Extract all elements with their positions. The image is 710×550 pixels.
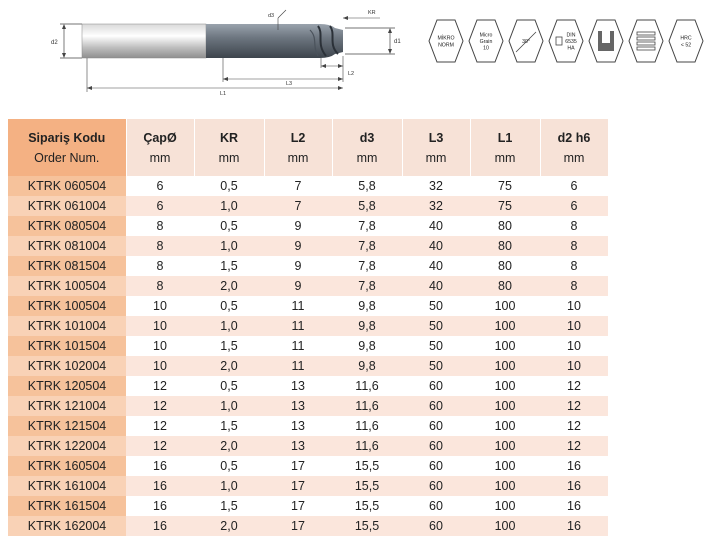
cell-d3: 9,8 [332, 336, 402, 356]
cell-d2-h6: 16 [540, 496, 608, 516]
cell-d3: 5,8 [332, 176, 402, 196]
cell-l1: 100 [470, 376, 540, 396]
header-d3 [332, 119, 402, 176]
cell-l1: 100 [470, 336, 540, 356]
cell-diameter: 8 [126, 256, 194, 276]
kr-dimension [343, 10, 380, 20]
header-order-code [8, 119, 126, 176]
cell-kr: 2,0 [194, 436, 264, 456]
helix-30-text: 30° [522, 39, 530, 45]
table-row [8, 396, 608, 416]
micro-grain-icon [468, 18, 504, 64]
table-row [8, 276, 608, 296]
d1-label: d1 [394, 39, 401, 45]
cell-diameter: 10 [126, 336, 194, 356]
cell-l3: 60 [402, 516, 470, 536]
cell-kr: 0,5 [194, 296, 264, 316]
cell-kr: 0,5 [194, 216, 264, 236]
coating-layers-icon [628, 18, 664, 64]
cell-d2-h6: 8 [540, 276, 608, 296]
cell-kr: 1,0 [194, 196, 264, 216]
cell-d3: 15,5 [332, 456, 402, 476]
material-icon [588, 18, 624, 64]
cell-l1: 100 [470, 476, 540, 496]
cell-l2: 9 [264, 276, 332, 296]
cell-l3: 50 [402, 296, 470, 316]
d2-label: d2 [51, 40, 58, 46]
tool-drawing [0, 0, 420, 105]
cell-d3: 15,5 [332, 496, 402, 516]
cell-l1: 100 [470, 456, 540, 476]
header-l3-unit: mm [425, 150, 447, 165]
cell-kr: 1,0 [194, 316, 264, 336]
cell-l2: 7 [264, 196, 332, 216]
l3-label: L3 [286, 81, 293, 87]
cell-d2-h6: 12 [540, 436, 608, 456]
header-d2-h6 [540, 119, 608, 176]
header-d3-title: d3 [359, 130, 375, 145]
cell-d3: 11,6 [332, 416, 402, 436]
cell-l3: 60 [402, 436, 470, 456]
cell-kr: 2,0 [194, 276, 264, 296]
cell-l2: 9 [264, 236, 332, 256]
header-diameter-title: ÇapØ [143, 130, 177, 145]
cell-order-code: KTRK 101504 [8, 336, 126, 356]
cell-l3: 50 [402, 336, 470, 356]
cell-kr: 1,0 [194, 236, 264, 256]
table-row [8, 376, 608, 396]
cell-diameter: 8 [126, 276, 194, 296]
header-d3-unit: mm [356, 150, 378, 165]
cell-diameter: 16 [126, 476, 194, 496]
cell-kr: 2,0 [194, 356, 264, 376]
header-diameter-unit: mm [149, 150, 171, 165]
cell-l3: 60 [402, 456, 470, 476]
cell-l1: 75 [470, 176, 540, 196]
cell-order-code: KTRK 100504 [8, 296, 126, 316]
cell-l1: 80 [470, 256, 540, 276]
cell-diameter: 16 [126, 456, 194, 476]
cell-l1: 100 [470, 436, 540, 456]
kr-label: KR [368, 10, 376, 16]
cell-order-code: KTRK 061004 [8, 196, 126, 216]
cell-l3: 60 [402, 376, 470, 396]
cell-l1: 100 [470, 356, 540, 376]
cell-l3: 40 [402, 236, 470, 256]
mikro-norm-icon [428, 18, 464, 64]
cell-diameter: 10 [126, 316, 194, 336]
cell-l2: 13 [264, 416, 332, 436]
cell-l2: 11 [264, 356, 332, 376]
header-l2 [264, 119, 332, 176]
cell-d3: 11,6 [332, 396, 402, 416]
header-l1-unit: mm [494, 150, 516, 165]
cell-order-code: KTRK 081004 [8, 236, 126, 256]
mikro-norm-text: MİKRO [437, 35, 455, 42]
din-6535-ha-text: DIN [566, 32, 576, 39]
header-l1-title: L1 [497, 130, 513, 145]
cell-l3: 50 [402, 356, 470, 376]
table-row [8, 216, 608, 236]
cell-d2-h6: 16 [540, 476, 608, 496]
table-row [8, 256, 608, 276]
cell-order-code: KTRK 161504 [8, 496, 126, 516]
cell-order-code: KTRK 161004 [8, 476, 126, 496]
table-row [8, 176, 608, 196]
header-d2-h6-title: d2 h6 [557, 130, 591, 145]
cell-diameter: 16 [126, 516, 194, 536]
cell-kr: 1,5 [194, 336, 264, 356]
header-l1 [470, 119, 540, 176]
coated-body [206, 24, 343, 58]
cell-d2-h6: 6 [540, 176, 608, 196]
cell-d3: 7,8 [332, 236, 402, 256]
header-l2-title: L2 [290, 130, 306, 145]
cell-l3: 40 [402, 216, 470, 236]
cell-d3: 9,8 [332, 356, 402, 376]
cell-l2: 11 [264, 296, 332, 316]
header-kr-title: KR [219, 130, 239, 145]
shank [82, 24, 206, 58]
table-row [8, 356, 608, 376]
cell-l2: 7 [264, 176, 332, 196]
header-l2-unit: mm [287, 150, 309, 165]
cell-diameter: 12 [126, 436, 194, 456]
table-row [8, 336, 608, 356]
cell-l2: 9 [264, 216, 332, 236]
feature-icons [428, 18, 710, 66]
cell-kr: 1,5 [194, 496, 264, 516]
table-row [8, 196, 608, 216]
cell-l1: 100 [470, 396, 540, 416]
cell-l2: 17 [264, 516, 332, 536]
cell-l1: 75 [470, 196, 540, 216]
header-order-code-title: Sipariş Kodu [28, 130, 106, 145]
cell-order-code: KTRK 122004 [8, 436, 126, 456]
cell-l3: 40 [402, 256, 470, 276]
cell-l2: 17 [264, 456, 332, 476]
cell-diameter: 16 [126, 496, 194, 516]
cell-order-code: KTRK 100504 [8, 276, 126, 296]
micro-grain-text: 10 [483, 45, 489, 52]
cell-order-code: KTRK 102004 [8, 356, 126, 376]
cell-kr: 0,5 [194, 456, 264, 476]
cell-l1: 100 [470, 296, 540, 316]
cell-order-code: KTRK 120504 [8, 376, 126, 396]
cell-l1: 100 [470, 416, 540, 436]
cell-kr: 1,0 [194, 476, 264, 496]
cell-order-code: KTRK 121504 [8, 416, 126, 436]
cell-d3: 9,8 [332, 296, 402, 316]
cell-l2: 17 [264, 476, 332, 496]
cell-diameter: 6 [126, 176, 194, 196]
cell-order-code: KTRK 060504 [8, 176, 126, 196]
header-l3 [402, 119, 470, 176]
cell-l1: 80 [470, 216, 540, 236]
cell-d3: 15,5 [332, 516, 402, 536]
cell-d3: 7,8 [332, 216, 402, 236]
cell-order-code: KTRK 081504 [8, 256, 126, 276]
cell-l2: 11 [264, 336, 332, 356]
table-row [8, 316, 608, 336]
cell-d2-h6: 16 [540, 516, 608, 536]
cell-kr: 0,5 [194, 176, 264, 196]
l3-dimension [223, 77, 343, 87]
cell-l3: 32 [402, 196, 470, 216]
hrc-text: < 52 [680, 42, 692, 49]
cell-d3: 11,6 [332, 436, 402, 456]
cell-d3: 9,8 [332, 316, 402, 336]
hrc-icon [668, 18, 704, 64]
cell-d3: 11,6 [332, 376, 402, 396]
cell-diameter: 12 [126, 416, 194, 436]
header-d2-h6-unit: mm [563, 150, 585, 165]
cell-diameter: 8 [126, 236, 194, 256]
cell-d3: 15,5 [332, 476, 402, 496]
cell-l3: 50 [402, 316, 470, 336]
cell-l2: 13 [264, 376, 332, 396]
l1-label: L1 [220, 91, 227, 97]
cell-order-code: KTRK 162004 [8, 516, 126, 536]
cell-l2: 9 [264, 256, 332, 276]
header-kr-unit: mm [218, 150, 240, 165]
cell-l2: 11 [264, 316, 332, 336]
cell-diameter: 6 [126, 196, 194, 216]
d1-dimension [345, 28, 401, 54]
cell-l3: 40 [402, 276, 470, 296]
micro-grain-text: Grain [479, 39, 493, 45]
header-kr [194, 119, 264, 176]
cell-l3: 60 [402, 476, 470, 496]
cell-d2-h6: 12 [540, 376, 608, 396]
cell-d2-h6: 10 [540, 356, 608, 376]
table-row [8, 436, 608, 456]
cell-l1: 80 [470, 236, 540, 256]
table-row [8, 296, 608, 316]
cell-kr: 1,5 [194, 256, 264, 276]
helix-30-icon [508, 18, 544, 64]
cell-kr: 0,5 [194, 376, 264, 396]
cell-l3: 60 [402, 496, 470, 516]
header-diameter [126, 119, 194, 176]
hrc-text: HRC [680, 35, 692, 42]
table-row [8, 236, 608, 256]
cell-diameter: 12 [126, 376, 194, 396]
cell-l2: 13 [264, 436, 332, 456]
cell-l3: 32 [402, 176, 470, 196]
cell-kr: 2,0 [194, 516, 264, 536]
cell-order-code: KTRK 080504 [8, 216, 126, 236]
header-l3-title: L3 [428, 130, 444, 145]
header-order-code-unit: Order Num. [34, 150, 100, 165]
cell-l1: 100 [470, 316, 540, 336]
l2-dimension [321, 64, 354, 77]
cell-d2-h6: 8 [540, 216, 608, 236]
cell-d2-h6: 10 [540, 336, 608, 356]
cell-diameter: 8 [126, 216, 194, 236]
cell-d2-h6: 8 [540, 236, 608, 256]
din-6535-ha-icon [548, 18, 584, 64]
cell-d3: 5,8 [332, 196, 402, 216]
table-header-row [8, 119, 608, 176]
cell-d2-h6: 16 [540, 456, 608, 476]
cell-l1: 100 [470, 516, 540, 536]
cell-l3: 60 [402, 416, 470, 436]
mikro-norm-text: NORM [438, 42, 454, 49]
cell-order-code: KTRK 101004 [8, 316, 126, 336]
cell-d2-h6: 12 [540, 416, 608, 436]
din-6535-ha-text: HA [567, 45, 575, 52]
din-6535-ha-text: 6535 [565, 39, 577, 45]
cell-d2-h6: 6 [540, 196, 608, 216]
l1-dimension [87, 86, 343, 97]
table-row [8, 416, 608, 436]
cell-d3: 7,8 [332, 276, 402, 296]
table-row [8, 456, 608, 476]
cell-d2-h6: 8 [540, 256, 608, 276]
cell-kr: 1,0 [194, 396, 264, 416]
d3-label: d3 [268, 13, 275, 19]
d2-dimension [51, 24, 82, 58]
cell-d2-h6: 12 [540, 396, 608, 416]
table-row [8, 516, 608, 536]
cell-d2-h6: 10 [540, 296, 608, 316]
cell-order-code: KTRK 121004 [8, 396, 126, 416]
micro-grain-text: Micro [479, 32, 493, 39]
cell-diameter: 12 [126, 396, 194, 416]
cell-diameter: 10 [126, 296, 194, 316]
cell-d2-h6: 10 [540, 316, 608, 336]
cell-l2: 13 [264, 396, 332, 416]
table-row [8, 496, 608, 516]
cell-l3: 60 [402, 396, 470, 416]
cell-diameter: 10 [126, 356, 194, 376]
product-table [8, 119, 609, 536]
l2-label: L2 [348, 71, 355, 77]
cell-l1: 100 [470, 496, 540, 516]
cell-l1: 80 [470, 276, 540, 296]
cell-kr: 1,5 [194, 416, 264, 436]
cell-order-code: KTRK 160504 [8, 456, 126, 476]
table-row [8, 476, 608, 496]
cell-l2: 17 [264, 496, 332, 516]
cell-d3: 7,8 [332, 256, 402, 276]
